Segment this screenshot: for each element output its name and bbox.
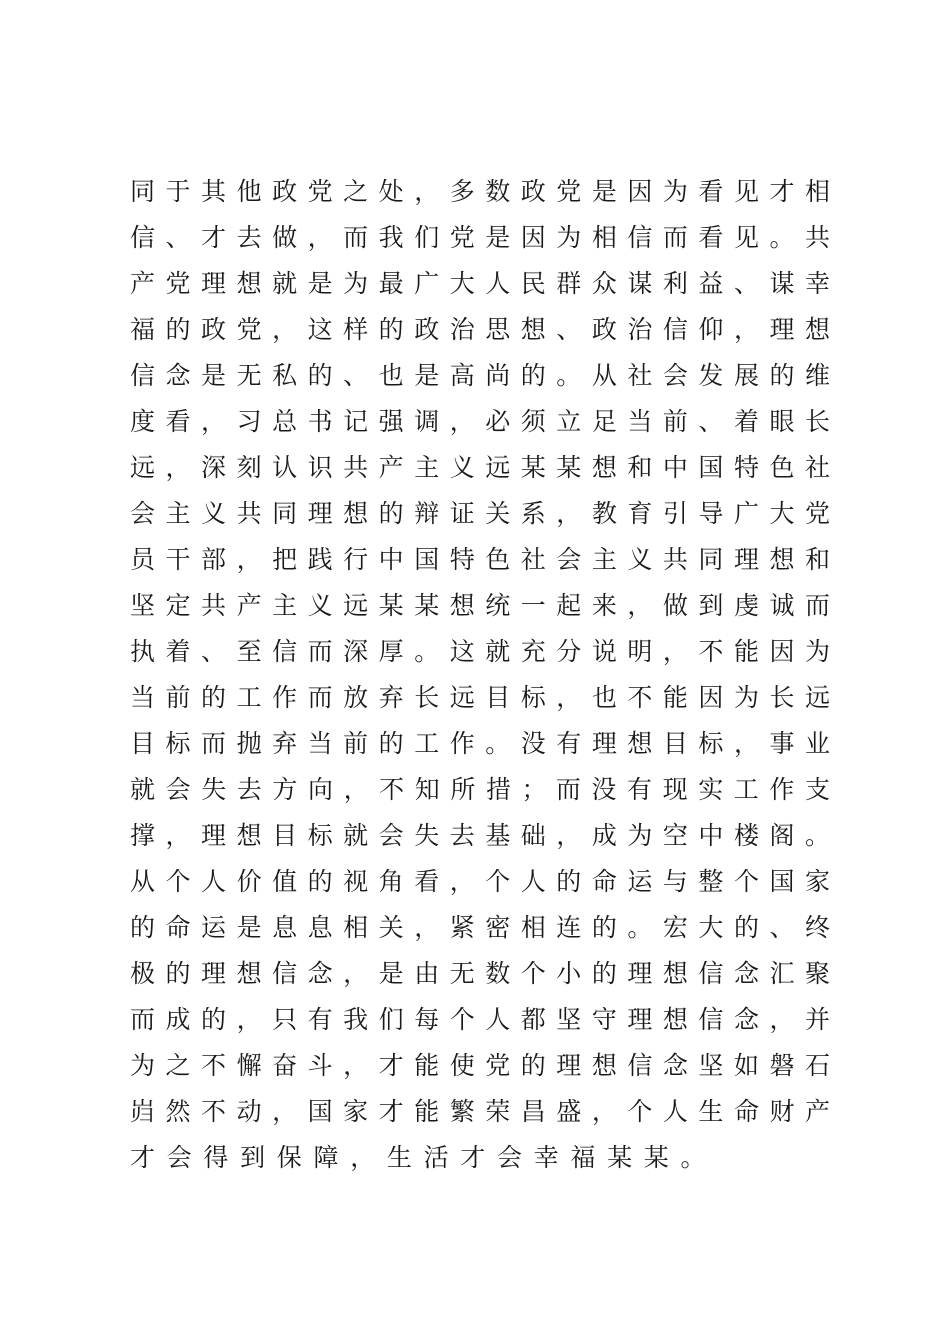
text-line: 岿 然 不 动 ， 国 家 才 能 繁 荣 昌 盛 ， 个 人 生 命 财 产 (130, 1097, 830, 1126)
text-line: 而 成 的 ， 只 有 我 们 每 个 人 都 坚 守 理 想 信 念 ， 并 (130, 1005, 830, 1034)
text-line: 的 命 运 是 息 息 相 关 ， 紧 密 相 连 的 。 宏 大 的 、 终 (130, 913, 830, 942)
text-line: 会 主 义 共 同 理 想 的 辩 证 关 系 ， 教 育 引 导 广 大 党 (130, 499, 830, 528)
text-line: 坚 定 共 产 主 义 远 某 某 想 统 一 起 来 ， 做 到 虔 诚 而 (130, 591, 830, 620)
text-line: 执 着 、 至 信 而 深 厚 。 这 就 充 分 说 明 ， 不 能 因 为 (130, 637, 830, 666)
text-line: 福 的 政 党 ， 这 样 的 政 治 思 想 、 政 治 信 仰 ， 理 想 (130, 315, 830, 344)
text-line: 产 党 理 想 就 是 为 最 广 大 人 民 群 众 谋 利 益 、 谋 幸 (130, 269, 830, 298)
text-line: 信 、 才 去 做 ， 而 我 们 党 是 因 为 相 信 而 看 见 。 共 (130, 223, 830, 252)
body-paragraph (130, 169, 830, 1181)
text-line: 目 标 而 抛 弃 当 前 的 工 作 。 没 有 理 想 目 标 ， 事 业 (130, 729, 830, 758)
text-line: 就 会 失 去 方 向 ， 不 知 所 措 ； 而 没 有 现 实 工 作 支 (130, 775, 830, 804)
text-line: 员 干 部 ， 把 践 行 中 国 特 色 社 会 主 义 共 同 理 想 和 (130, 545, 830, 574)
text-line: 远 ， 深 刻 认 识 共 产 主 义 远 某 某 想 和 中 国 特 色 社 (130, 453, 830, 482)
text-line-last: 才会得到保障，生活才会幸福某某。 (130, 1143, 718, 1172)
text-line: 撑 ， 理 想 目 标 就 会 失 去 基 础 ， 成 为 空 中 楼 阁 。 (130, 821, 830, 850)
text-line: 度 看 ， 习 总 书 记 强 调 ， 必 须 立 足 当 前 、 着 眼 长 (130, 407, 830, 436)
text-line: 为 之 不 懈 奋 斗 ， 才 能 使 党 的 理 想 信 念 坚 如 磐 石 (130, 1051, 830, 1080)
text-line: 极 的 理 想 信 念 ， 是 由 无 数 个 小 的 理 想 信 念 汇 聚 (130, 959, 830, 988)
text-line: 从 个 人 价 值 的 视 角 看 ， 个 人 的 命 运 与 整 个 国 家 (130, 867, 830, 896)
text-line: 信 念 是 无 私 的 、 也 是 高 尚 的 。 从 社 会 发 展 的 维 (130, 361, 830, 390)
text-line: 同 于 其 他 政 党 之 处 ， 多 数 政 党 是 因 为 看 见 才 相 (130, 177, 830, 206)
text-line: 当 前 的 工 作 而 放 弃 长 远 目 标 ， 也 不 能 因 为 长 远 (130, 683, 830, 712)
